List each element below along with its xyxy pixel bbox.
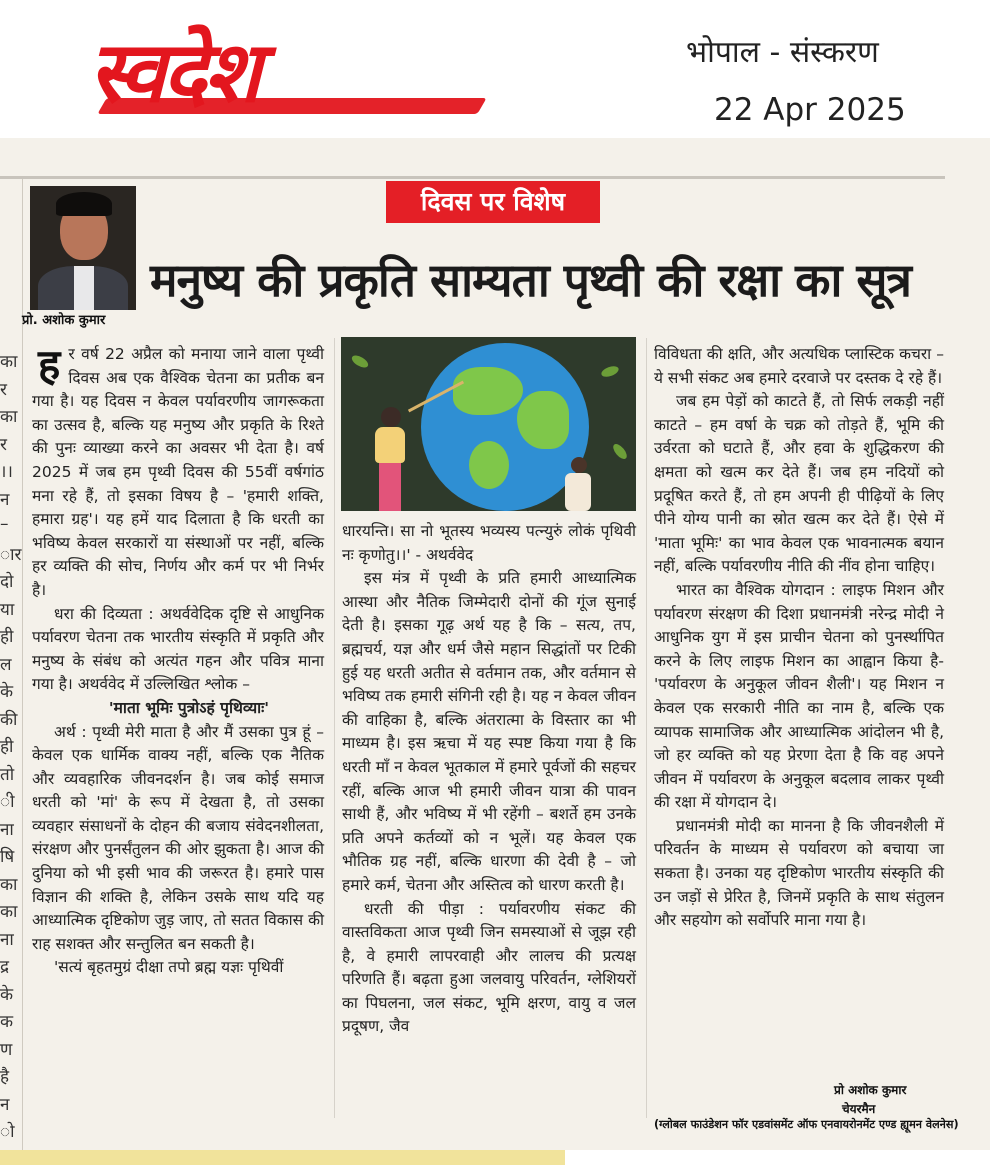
- earth-day-illustration: [341, 337, 636, 511]
- column-divider: [646, 338, 647, 1118]
- publication-date: 22 Apr 2025: [714, 92, 906, 128]
- adjacent-article-fragment: [0, 179, 23, 1164]
- fragment-text: का: [0, 352, 18, 372]
- fragment-text: दो: [0, 572, 14, 592]
- fragment-text: का: [0, 407, 18, 427]
- next-article-band: [0, 1150, 565, 1165]
- drop-cap: ह: [38, 340, 61, 389]
- globe-landmass: [469, 441, 509, 489]
- top-rule: [0, 176, 945, 179]
- paragraph: 'सत्यं बृहतमुग्रं दीक्षा तपो ब्रह्म यज्ञः पृथिवीं: [54, 958, 284, 977]
- fragment-text: ना: [0, 929, 14, 950]
- fragment-text: ी: [0, 792, 15, 812]
- paragraph: धरा की दिव्यता : अथर्ववेदिक दृष्टि से आधुनिक पर्यावरण चेतना तक भारतीय संस्कृति में प्रकृति और मनुष्य के संबंध को अत्यंत गहन और पवित्र माना गया है। अथर्ववेद में उल्लिखित श्लोक –: [32, 604, 324, 694]
- fragment-text: के: [0, 984, 14, 1005]
- fragment-text: न: [0, 489, 10, 510]
- edition-label: भोपाल - संस्करण: [686, 35, 879, 70]
- figure-legs: [379, 463, 401, 511]
- fragment-text: तो: [0, 764, 15, 785]
- fragment-text: र: [0, 434, 7, 455]
- masthead: [0, 0, 990, 140]
- verse-quote: 'माता भूमिः पुत्रोऽहं पृथिव्याः': [108, 698, 270, 717]
- fragment-text: का: [0, 902, 18, 922]
- figure-head: [381, 407, 401, 427]
- newspaper-clipping: [0, 138, 990, 1165]
- teacher-figure: [373, 407, 407, 511]
- newspaper-logo: [83, 20, 496, 125]
- column-divider: [334, 338, 335, 1118]
- figure-body: [375, 427, 405, 463]
- fragment-text: षि: [0, 847, 15, 867]
- paragraph: अर्थ : पृथ्वी मेरी माता है और मैं उसका पुत्र हूं – केवल एक धार्मिक वाक्य नहीं, बल्कि एक नैतिक और व्यवहारिक जीवनदर्शन है। जब कोई समाज धरती को 'मां' के रूप में देखता है, तो उसका व्यवहार संसाधनों के दोहन की बजाय संवेदनशीलता, संरक्षण और पुनर्संतुलन की ओर झुकता है। आज की दुनिया को भी इसी भाव की जरूरत है। हमारे पास विज्ञान की शक्ति है, लेकिन उसके साथ यदि यह आध्यात्मिक दृष्टिकोण जुड़ जाए, तो सतत विकास की राह सशक्त और सन्तुलित बन सकती है।: [32, 722, 324, 953]
- paragraph: भारत का वैश्विक योगदान : लाइफ मिशन और पर्यावरण संरक्षण की दिशा प्रधानमंत्री नरेन्द्र मोदी ने आधुनिक युग में इस प्राचीन चेतना को पुनर्स्थापित करने के लिए लाइफ मिशन का आह्वान किया है- 'पर्यावरण के अनुकूल जीवन शैली'। यह मिशन न केवल एक सरकारी नीति का नाम है, बल्कि एक व्यापक सामाजिक और आध्यात्मिक आंदोलन भी है, जो हर व्यक्ति को यह प्रेरणा देता है कि वह अपने जीवन में पर्यावरण के अनुकूल बदलाव लाकर पृथ्वी की रक्षा में योगदान दे।: [654, 580, 944, 812]
- fragment-text: क: [0, 1012, 14, 1032]
- article-column-3: [654, 343, 944, 933]
- article-column-1: [32, 340, 324, 980]
- paragraph-text: र वर्ष 22 अप्रैल को मनाया जाने वाला पृथ्वी दिवस अब एक वैश्विक चेतना का प्रतीक बन गया है। यह दिवस न केवल पर्यावरणीय जागरूकता का उत्सव है, बल्कि यह मनुष्य और प्रकृति के रिश्ते की पुनः व्याख्या करने का अवसर भी देता है। वर्ष 2025 में जब हम पृथ्वी दिवस की 55वीं वर्षगांठ मना रहे हैं, तो इसका विषय है – 'हमारी शक्ति, हमारा ग्रह'। यह हमें याद दिलाता है कि धरती का भविष्य केवल सरकारों या संस्थाओं पर नहीं, बल्कि हर व्यक्ति की सोच, निर्णय और कर्म पर भी निर्भर है।: [32, 345, 324, 599]
- author-photo: [30, 186, 136, 310]
- fragment-text: –: [0, 514, 9, 534]
- fragment-text: ।।: [0, 462, 13, 482]
- photo-shirt: [74, 266, 94, 310]
- article-headline: मनुष्य की प्रकृति साम्यता पृथ्वी की रक्षा का सूत्र: [150, 253, 911, 307]
- author-caption: प्रो. अशोक कुमार: [22, 313, 106, 328]
- fragment-text: है: [0, 1067, 10, 1087]
- fragment-text: की: [0, 709, 18, 730]
- fragment-text: ना: [0, 819, 14, 840]
- paragraph: प्रधानमंत्री मोदी का मानना है कि जीवनशैली में परिवर्तन के माध्यम से पर्यावरण को बचाया जा सकता है। उनका यह दृष्टिकोण भारतीय संस्कृति की उन जड़ों से प्रेरित है, जिनमें प्रकृति के साथ संतुलन और सहयोग को सर्वोपरि माना गया है।: [654, 816, 944, 930]
- fragment-text: न: [0, 1094, 10, 1115]
- leaf-decoration: [600, 364, 620, 379]
- figure-body: [565, 473, 591, 511]
- logo-text: स्वदेश: [83, 23, 278, 121]
- bottom-strip: [0, 1150, 990, 1165]
- fragment-text: र: [0, 379, 7, 400]
- top-strip: [0, 138, 990, 178]
- fragment-text: द्र: [0, 957, 10, 977]
- signature-title: चेयरमैन: [842, 1102, 876, 1116]
- fragment-text: ण: [0, 1039, 13, 1060]
- section-badge: दिवस पर विशेष: [386, 181, 600, 223]
- photo-hair: [56, 192, 112, 216]
- article-column-2: [342, 520, 636, 1039]
- leaf-decoration: [350, 353, 370, 370]
- fragment-text: का: [0, 874, 18, 895]
- paragraph: इस मंत्र में पृथ्वी के प्रति हमारी आध्यात्मिक आस्था और नैतिक जिम्मेदारी दोनों की गूंज सुनाई देती है। इसका गूढ़ अर्थ यह है कि – सत्य, तप, ब्रह्मचर्य, यज्ञ और धर्म जैसे महान सिद्धांतों पर टिकी हुई यह धरती अतीत से वर्तमान तक, और वर्तमान से भविष्य तक हमारी संगिनी रही है। यह न केवल जीवन की वाहिका है, बल्कि अंतरात्मा के विस्तार का भी माध्यम है। इस ऋचा में यह स्पष्ट किया गया है कि धरती माँ न केवल भूतकाल में हमारे पूर्वजों की सहचर रहीं, बल्कि आज भी हमारी जीवन यात्रा की पावन साथी हैं, और भविष्य में भी रहेंगी – बशर्ते हम उनके प्रति अपने कर्तव्यों को न भूलें। यह केवल एक भौतिक ग्रह नहीं, बल्कि धारणा की देवी है – जो हमारे कर्म, चेतना और अस्तित्व को धारण करती है।: [342, 569, 636, 894]
- fragment-text: ही: [0, 627, 14, 647]
- fragment-text: ल: [0, 654, 12, 675]
- leaf-decoration: [611, 442, 629, 462]
- cut-previous-article-line: [10, 144, 610, 156]
- fragment-text: या: [0, 599, 15, 620]
- fragment-text: ार: [0, 544, 22, 565]
- paragraph: जब हम पेड़ों को काटते हैं, तो सिर्फ लकड़ी नहीं काटते – हम वर्षा के चक्र को तोड़ते हैं, भूमि की उर्वरता को घटाते हैं, और हवा के शुद्धिकरण की क्षमता को खत्म कर देते हैं। जब हम नदियों को प्रदूषित करते हैं, तो हम अपनी ही पीढ़ियों के लिए पीने योग्य पानी का स्रोत खत्म कर देते हैं। ऐसे में 'माता भूमिः' का भाव केवल एक भावनात्मक बयान नहीं, बल्कि पर्यावरणीय नीति की नींव होना चाहिए।: [654, 392, 944, 576]
- fragment-text: ो: [0, 1122, 15, 1142]
- intro-paragraph: [32, 340, 324, 603]
- child-figure: [563, 457, 593, 511]
- paragraph: विविधता की क्षति, और अत्यधिक प्लास्टिक कचरा – ये सभी संकट अब हमारे दरवाजे पर दस्तक दे रहे हैं।: [654, 345, 944, 387]
- fragment-text: ही: [0, 737, 14, 757]
- fragment-text: के: [0, 682, 14, 702]
- signature-organization: (ग्लोबल फाउंडेशन फॉर एडवांसमेंट ऑफ एनवायरोनमेंट एण्ड ह्यूमन वेलनेस): [654, 1118, 959, 1131]
- verse-continuation: धारयन्ति। सा नो भूतस्य भव्यस्य पत्न्युरुं लोकं पृथिवी नः कृणोतु।।' - अथर्ववेद: [342, 522, 636, 564]
- signature-name: प्रो अशोक कुमार: [834, 1083, 907, 1097]
- figure-head: [571, 457, 587, 473]
- globe-landmass: [517, 391, 569, 449]
- paragraph: धरती की पीड़ा : पर्यावरणीय संकट की वास्तविकता आज पृथ्वी जिन समस्याओं से जूझ रही है, वे हमारी लापरवाही और लालच की प्रत्यक्ष परिणति हैं। बढ़ता हुआ जलवायु परिवर्तन, ग्लेशियरों का पिघलना, जल संकट, भूमि क्षरण, वायु व जल प्रदूषण, जैव: [342, 899, 636, 1036]
